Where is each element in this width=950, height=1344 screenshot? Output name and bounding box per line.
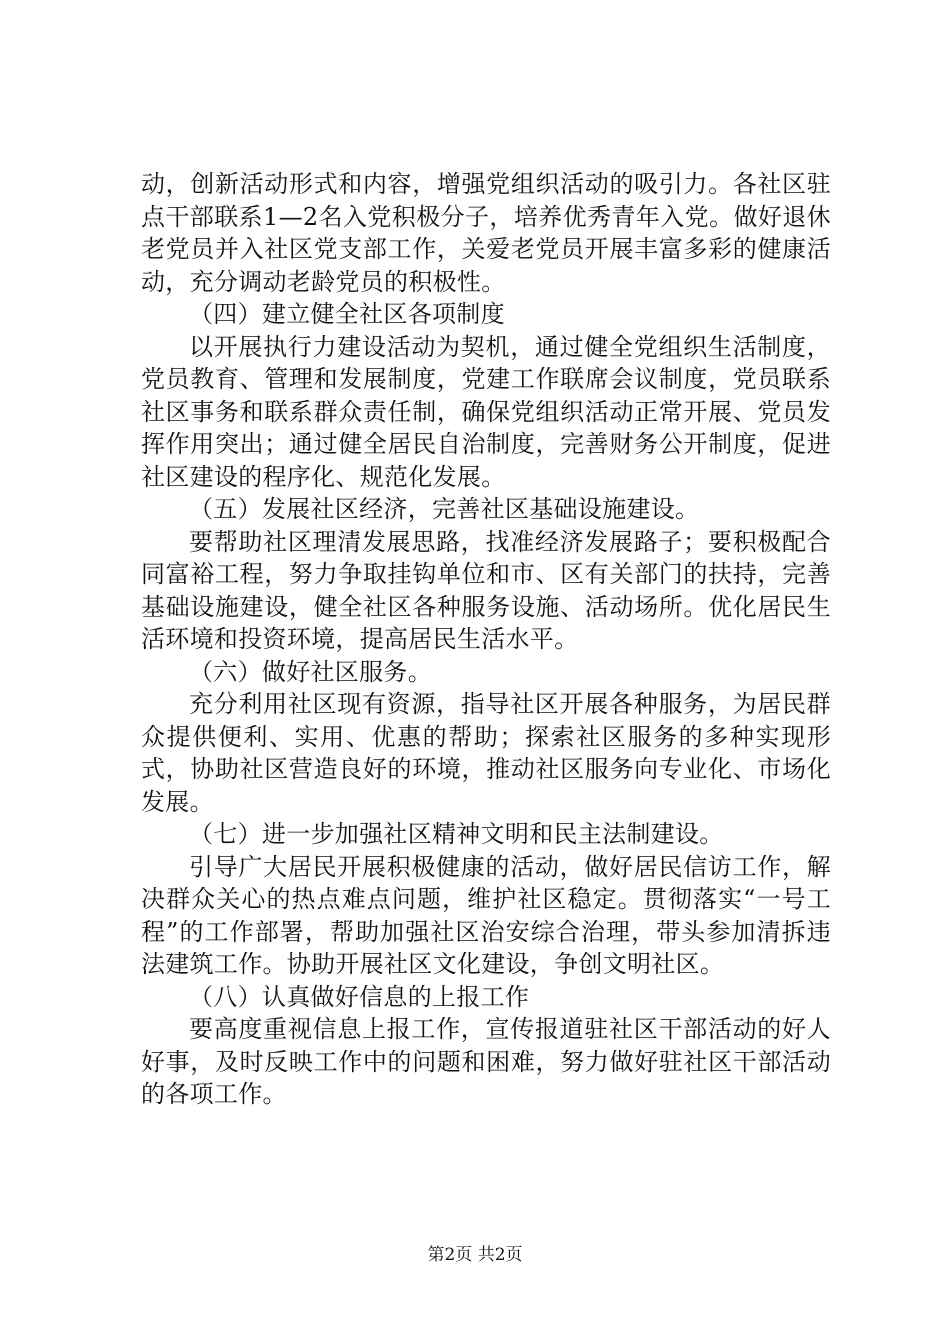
section-heading-4: （四）建立健全社区各项制度 [189, 300, 505, 328]
section-heading-6: （六）做好社区服务。 [189, 657, 432, 686]
paragraph-section-7: 引导广大居民开展积极健康的活动，做好居民信访工作，解决群众关心的热点难点问题，维护社区稳定。贯彻落实“一号工程”的工作部署，帮助加强社区治安综合治理，带头参加清拆违法建筑工作。协助开展社区文化建设，争创文明社区。 [141, 852, 831, 978]
paragraph-continuation: 动，创新活动形式和内容，增强党组织活动的吸引力。各社区驻点干部联系1—2名入党积极分子，培养优秀青年入党。做好退休老党员并入社区党支部工作，关爱老党员开展丰富多彩的健康活动，充分调动老龄党员的积极性。 [141, 170, 831, 296]
paragraph-section-6: 充分利用社区现有资源，指导社区开展各种服务，为居民群众提供便利、实用、优惠的帮助；探索社区服务的多种实现形式，协助社区营造良好的环境，推动社区服务向专业化、市场化发展。 [141, 690, 831, 816]
paragraph-section-8: 要高度重视信息上报工作，宣传报道驻社区干部活动的好人好事，及时反映工作中的问题和困难，努力做好驻社区干部活动的各项工作。 [141, 1015, 831, 1108]
section-heading-8: （八）认真做好信息的上报工作 [189, 982, 530, 1011]
paragraph-section-5: 要帮助社区理清发展思路，找准经济发展路子；要积极配合同富裕工程，努力争取挂钩单位和市、区有关部门的扶持，完善基础设施建设，健全社区各种服务设施、活动场所。优化居民生活环境和投资环境，提高居民生活水平。 [141, 527, 831, 653]
document-body [141, 168, 831, 1111]
section-heading-5: （五）发展社区经济，完善社区基础设施建设。 [189, 495, 700, 523]
section-heading-7: （七）进一步加强社区精神文明和民主法制建设。 [189, 820, 724, 848]
page-number-footer: 第2页 共2页 [427, 1245, 523, 1265]
paragraph-section-4: 以开展执行力建设活动为契机，通过健全党组织生活制度，党员教育、管理和发展制度，党建工作联席会议制度，党员联系社区事务和联系群众责任制，确保党组织活动正常开展、党员发挥作用突出；通过健全居民自治制度，完善财务公开制度，促进社区建设的程序化、规范化发展。 [141, 332, 831, 491]
